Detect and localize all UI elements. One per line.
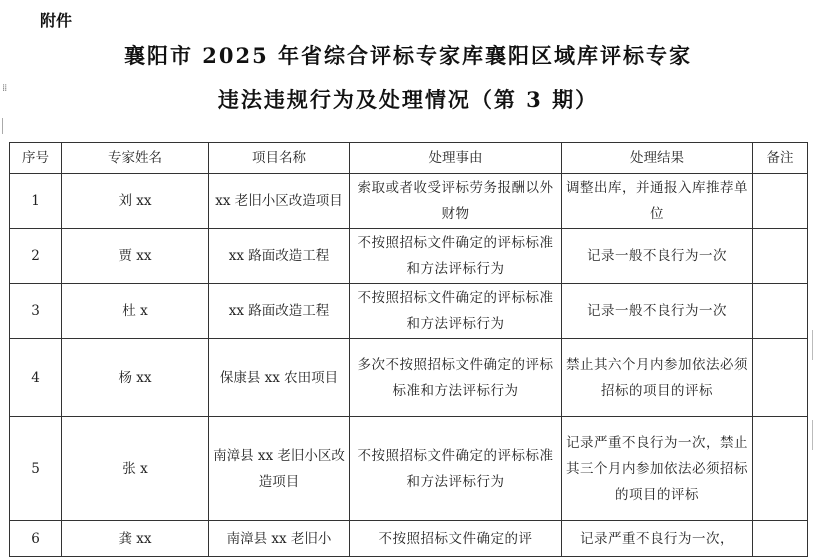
cell-result: 记录严重不良行为一次，	[562, 521, 753, 557]
table-row	[10, 229, 808, 284]
cell-reason: 不按照招标文件确定的评	[350, 521, 562, 557]
cell-expert-name: 张 x	[62, 417, 209, 521]
header-reason: 处理事由	[350, 143, 562, 174]
document-title-line2: 违法违规行为及处理情况（第 3 期）	[217, 87, 599, 112]
cell-result: 调整出库，并通报入库推荐单位	[562, 174, 753, 229]
table-row	[10, 339, 808, 417]
table-row	[10, 284, 808, 339]
cell-project-name: xx 路面改造工程	[209, 284, 350, 339]
paragraph-drag-handle-icon[interactable]: ⁞⁞	[2, 83, 7, 94]
margin-marker	[812, 420, 816, 450]
cell-reason: 索取或者收受评标劳务报酬以外财物	[350, 174, 562, 229]
header-remark: 备注	[753, 143, 808, 174]
table-row	[10, 417, 808, 521]
cell-remark	[753, 521, 808, 557]
table-row	[10, 521, 808, 557]
cell-remark	[753, 174, 808, 229]
cell-number: 5	[10, 417, 62, 521]
cell-project-name: xx 老旧小区改造项目	[209, 174, 350, 229]
cell-expert-name: 贾 xx	[62, 229, 209, 284]
cell-reason: 不按照招标文件确定的评标标准和方法评标行为	[350, 417, 562, 521]
cell-project-name: 南漳县 xx 老旧小	[209, 521, 350, 557]
cell-reason: 不按照招标文件确定的评标标准和方法评标行为	[350, 229, 562, 284]
cell-number: 6	[10, 521, 62, 557]
cell-remark	[753, 229, 808, 284]
header-result: 处理结果	[562, 143, 753, 174]
cell-project-name: 南漳县 xx 老旧小区改造项目	[209, 417, 350, 521]
cell-number: 1	[10, 174, 62, 229]
cell-reason: 多次不按照招标文件确定的评标标准和方法评标行为	[350, 339, 562, 417]
cell-result: 记录一般不良行为一次	[562, 284, 753, 339]
cell-expert-name: 龚 xx	[62, 521, 209, 557]
cell-expert-name: 杜 x	[62, 284, 209, 339]
table-header-row	[10, 143, 808, 174]
header-expert-name: 专家姓名	[62, 143, 209, 174]
header-project-name: 项目名称	[209, 143, 350, 174]
cell-result: 记录一般不良行为一次	[562, 229, 753, 284]
document-title-line1: 襄阳市 2025 年省综合评标专家库襄阳区域库评标专家	[123, 43, 693, 68]
cell-result: 记录严重不良行为一次，禁止其三个月内参加依法必须招标的项目的评标	[562, 417, 753, 521]
cell-number: 3	[10, 284, 62, 339]
attachment-label: 附件	[40, 11, 73, 30]
cell-project-name: 保康县 xx 农田项目	[209, 339, 350, 417]
cell-expert-name: 刘 xx	[62, 174, 209, 229]
cell-result: 禁止其六个月内参加依法必须招标的项目的评标	[562, 339, 753, 417]
cell-project-name: xx 路面改造工程	[209, 229, 350, 284]
table-row	[10, 174, 808, 229]
cell-remark	[753, 284, 808, 339]
cell-number: 4	[10, 339, 62, 417]
cell-expert-name: 杨 xx	[62, 339, 209, 417]
cell-number: 2	[10, 229, 62, 284]
text-cursor-marker	[2, 118, 6, 134]
header-number: 序号	[10, 143, 62, 174]
cell-remark	[753, 339, 808, 417]
violations-table	[9, 142, 808, 557]
cell-remark	[753, 417, 808, 521]
margin-marker	[812, 330, 816, 360]
cell-reason: 不按照招标文件确定的评标标准和方法评标行为	[350, 284, 562, 339]
